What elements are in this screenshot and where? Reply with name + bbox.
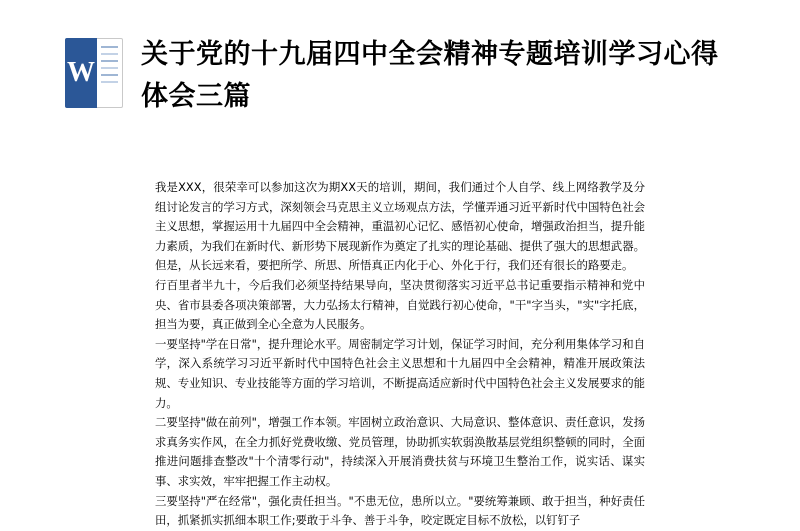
word-icon-line (101, 46, 118, 48)
page-title: 关于党的十九届四中全会精神专题培训学习心得体会三篇 (141, 39, 719, 112)
body-paragraph: 二要坚持"做在前列"，增强工作本领。牢固树立政治意识、大局意识、整体意识、责任意识，发扬求真务实作风，在全力抓好党费收缴、党员管理，协助抓实软弱涣散基层党组织整顿的同时，全面推进问题排查整改"十个清零行动"，持续深入开展消费扶贫与环境卫生整治工作，说实话、谋实事、求实效，牢牢把握工作主动权。 (155, 415, 645, 488)
word-icon-line (101, 74, 118, 76)
word-icon-lines (97, 38, 123, 108)
word-icon-line (101, 81, 118, 83)
word-icon-line (101, 67, 118, 69)
word-document-icon (65, 38, 123, 108)
body-paragraph: 三要坚持"严在经常"，强化责任担当。"不患无位，患所以立。"要统筹兼顾、敢于担当，种好责任田，抓紧抓实抓细本职工作;要敢于斗争、善于斗争，咬定既定目标不放松，以钉钉子 (155, 493, 645, 528)
word-icon-line (101, 60, 118, 62)
document-header (0, 0, 800, 150)
word-icon-letter: W (65, 38, 97, 108)
word-icon-line (101, 53, 118, 55)
body-paragraph: 我是XXX，很荣幸可以参加这次为期XX天的培训，期间，我们通过个人自学、线上网络教学及分组讨论发言的学习方式，深刻领会马克思主义立场观点方法，学懂弄通习近平新时代中国特色社会主义思想，掌握运用十九届四中全会精神，重温初心记忆、感悟初心使命，增强政治担当，提升能力素质，为我们在新时代、新形势下展现新作为奠定了扎实的理论基础、提供了强大的思想武器。但是，从长远来看，要把所学、所思、所悟真正内化于心、外化于行，我们还有很长的路要走。 (155, 180, 645, 273)
body-paragraph: 一要坚持"学在日常"，提升理论水平。周密制定学习计划，保证学习时间，充分利用集体学习和自学，深入系统学习习近平新时代中国特色社会主义思想和十九届四中全会精神，精准开展政策法规、专业知识、专业技能等方面的学习培训，不断提高适应新时代中国特色社会主义发展要求的能力。 (155, 336, 645, 410)
body-paragraph: 行百里者半九十，今后我们必须坚持结果导向，坚决贯彻落实习近平总书记重要指示精神和党中央、省市县委各项决策部署，大力弘扬太行精神，自觉践行初心使命，"干"字当头，"实"字托底，担当为要，真正做到全心全意为人民服务。 (155, 277, 645, 332)
document-body (155, 178, 645, 531)
